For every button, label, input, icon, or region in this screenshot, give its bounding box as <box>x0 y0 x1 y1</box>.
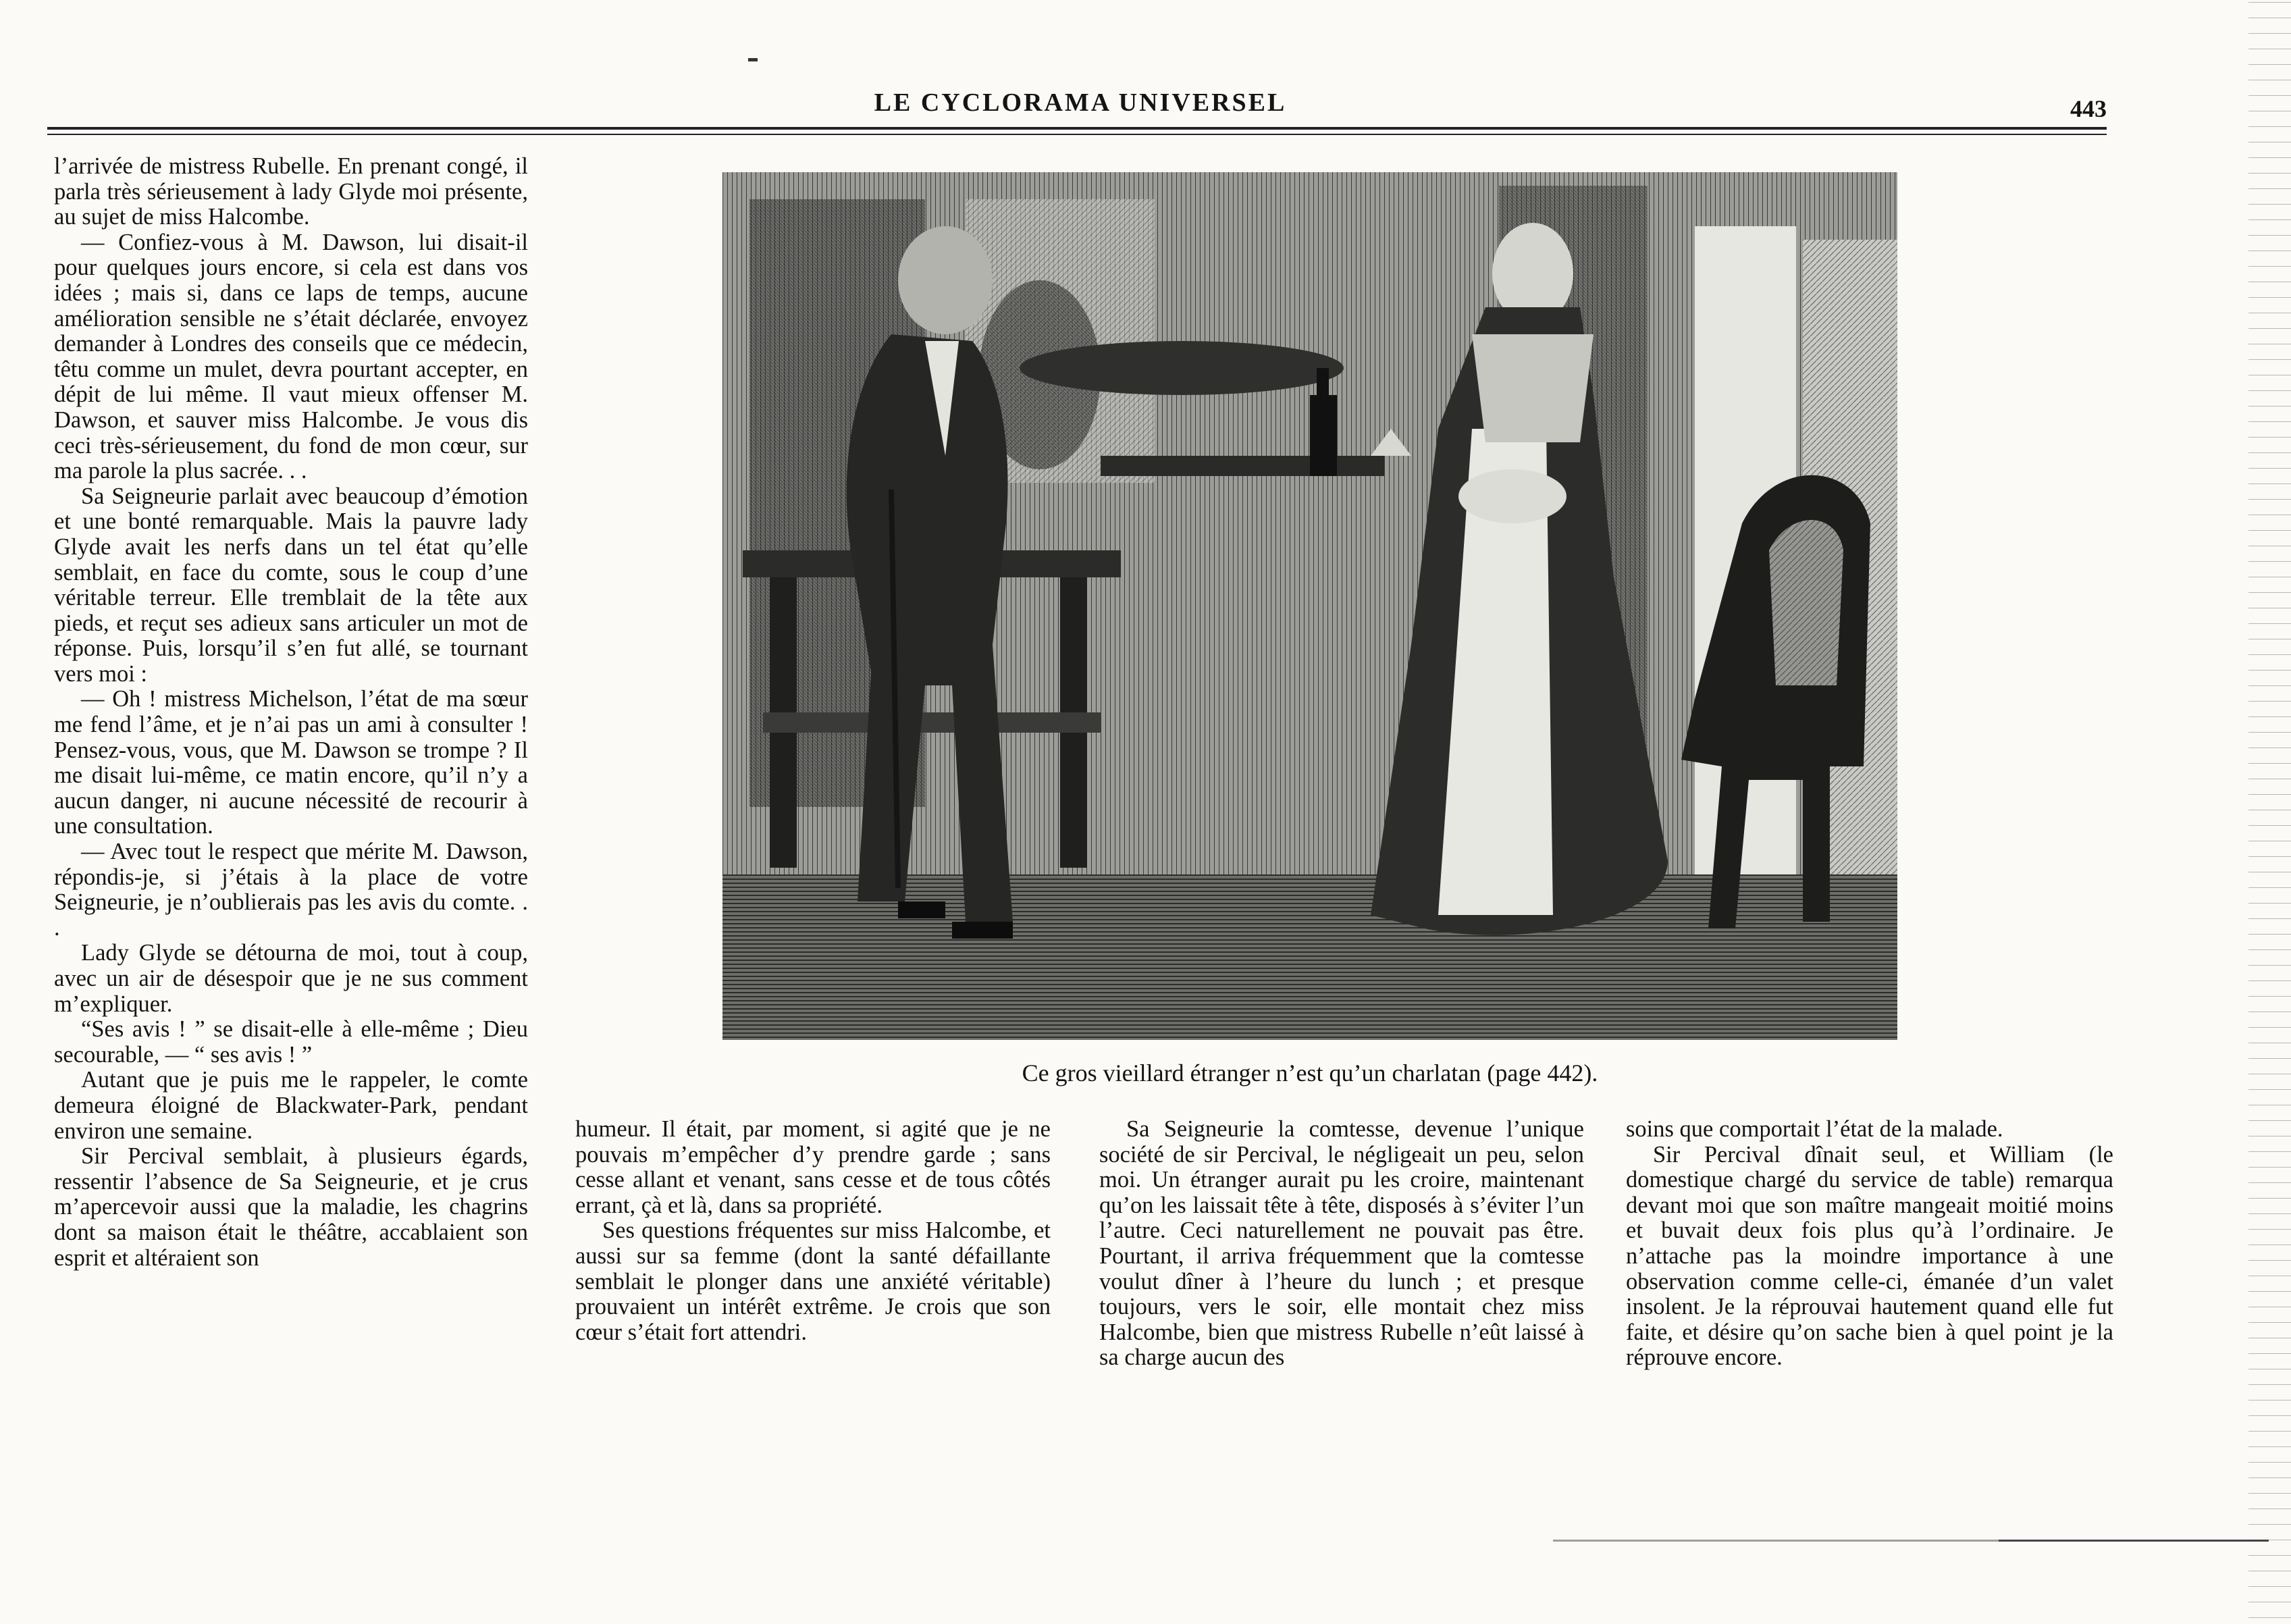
paragraph: Lady Glyde se détourna de moi, tout à coup, avec un air de désespoir que je ne sus comment m’expliquer. <box>54 940 528 1017</box>
engraving-illustration <box>722 172 1897 1040</box>
paragraph: “Ses avis ! ” se disait-elle à elle-même ; Dieu secourable, — “ ses avis ! ” <box>54 1016 528 1068</box>
text-column-4 <box>1626 1117 2113 1371</box>
print-speck <box>748 58 758 61</box>
text-column-2 <box>575 1117 1051 1345</box>
paragraph: Ses questions fréquentes sur miss Halcombe, et aussi sur sa femme (dont la santé défaillante semblait le plonger dans une anxiété véritable) prouvaient un intérêt extrême. Je crois que son cœur s’était fort attendri. <box>575 1217 1051 1345</box>
bottom-scan-rule <box>1553 1540 2026 1542</box>
paragraph: humeur. Il était, par moment, si agité que je ne pouvais m’empêcher d’y prendre garde ; sans cesse allant et venant, sans cesse et de tous côtés errant, çà et là, dans sa propriété. <box>575 1116 1051 1218</box>
paragraph: Sa Seigneurie la comtesse, devenue l’unique société de sir Percival, le négligeait un peu, selon moi. Un étranger aurait pu les croire, maintenant qu’on les laissait tête à tête, disposés à s’éviter l’un l’autre. Ceci naturellement ne pouvait pas être. Pourtant, il arriva fréquemment que la comtesse voulut dîner à l’heure du lunch ; et presque toujours, vers le soir, elle montait chez miss Halcombe, bien que mistress Rubelle n’eût laissé à sa charge aucun des <box>1099 1116 1584 1371</box>
paragraph: — Oh ! mistress Michelson, l’état de ma sœur me fend l’âme, et je n’ai pas un ami à consulter ! Pensez-vous, vous, que M. Dawson se trompe ? Il me disait lui-même, ce matin encore, qu’il n’y a aucun danger, ni aucune nécessité de recourir à une consultation. <box>54 686 528 839</box>
paragraph: soins que comportait l’état de la malade. <box>1626 1116 2003 1142</box>
page-number: 443 <box>2070 95 2107 122</box>
header-rule-thin <box>47 134 2107 135</box>
running-head-title: LE CYCLORAMA UNIVERSEL <box>874 88 1287 117</box>
header-rule-thick <box>47 127 2107 130</box>
paragraph: l’arrivée de mistress Rubelle. En prenant congé, il parla très sérieusement à lady Glyde moi présente, au sujet de miss Halcombe. <box>54 153 528 230</box>
paragraph: — Avec tout le respect que mérite M. Dawson, répondis-je, si j’étais à la place de votre Seigneurie, je n’oublierais pas les avis du comte. . . <box>54 839 528 941</box>
paragraph: Autant que je puis me le rappeler, le comte demeura éloigné de Blackwater-Park, pendant environ une semaine. <box>54 1067 528 1144</box>
engraving-drawing <box>722 172 1897 1040</box>
bottom-scan-rule <box>1999 1540 2269 1542</box>
text-column-3 <box>1099 1117 1584 1371</box>
paragraph: Sir Percival semblait, à plusieurs égards, ressentir l’absence de Sa Seigneurie, et je crus m’apercevoir aussi que la maladie, les chagrins dont sa maison était le théâtre, accablaient son esprit et altéraient son <box>54 1143 528 1271</box>
text-column-1 <box>54 154 528 1271</box>
paragraph: Sir Percival dînait seul, et William (le domestique chargé du service de table) remarqua devant moi que son maître mangeait moitié moins et buvait deux fois plus qu’à l’ordinaire. Je n’attache pas la moindre importance à une observation comme celle-ci, émanée d’un valet insolent. Je la réprouvai hautement quand elle fut faite, et désire qu’on sache bien à quel point je la réprouve encore. <box>1626 1141 2113 1371</box>
paragraph: — Confiez-vous à M. Dawson, lui disait-il pour quelques jours encore, si cela est dans vos idées ; mais si, dans ce laps de temps, aucune amélioration sensible ne s’était déclarée, envoyez demander à Londres des conseils que ce médecin, têtu comme un mulet, devra pourtant accepter, en dépit de lui même. Il vaut mieux offenser M. Dawson, et sauver miss Halcombe. Je vous dis ceci très-sérieusement, du fond de mon cœur, sur ma parole la plus sacrée. . . <box>54 229 528 484</box>
scan-edge-noise <box>2248 0 2291 1624</box>
paragraph: Sa Seigneurie parlait avec beaucoup d’émotion et une bonté remarquable. Mais la pauvre lady Glyde avait les nerfs dans un tel état qu’elle semblait, en face du comte, sous le coup d’une véritable terreur. Elle tremblait de la tête aux pieds, et reçut ses adieux sans articuler un mot de réponse. Puis, lorsqu’il s’en fut allé, se tournant vers moi : <box>54 483 528 687</box>
illustration-caption: Ce gros vieillard étranger n’est qu’un charlatan (page 442). <box>1022 1059 1598 1086</box>
